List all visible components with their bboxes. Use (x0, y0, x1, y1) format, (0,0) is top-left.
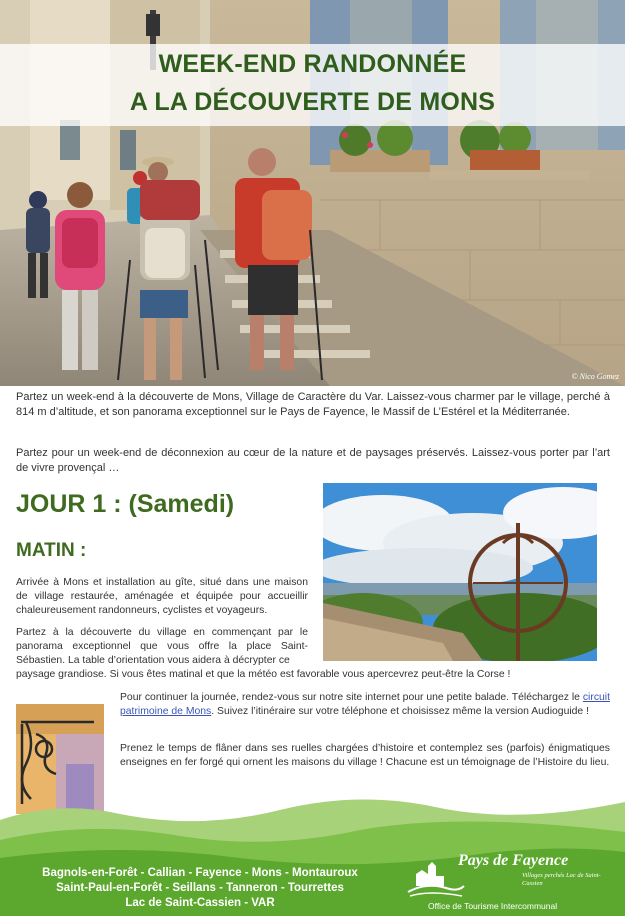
logo-name: Pays de Fayence (458, 852, 569, 869)
page-title-line-1: WEEK-END RANDONNÉE (158, 50, 467, 78)
pays-de-fayence-logo (406, 848, 606, 914)
page-title-line-2: A LA DÉCOUVERTE DE MONS (129, 88, 496, 116)
continue-text-end: . Suivez l’itinéraire sur votre téléphone et choisissez même la version Audioguide ! (211, 706, 589, 717)
villages-line-3: Lac de Saint-Cassien - VAR (125, 897, 275, 909)
morning-paragraph-2-continued: paysage grandiose. Si vous êtes matinal et que la météo est favorable vous apercevrez peut-être la Corse ! (16, 669, 511, 680)
intro-paragraph-1: Partez un week-end à la découverte de Mons, Village de Caractère du Var. Laissez-vous charmer par le village, perché à 814 m d’altitude, et son panorama exceptionnel sur le Pays de Fayence, le Massif de L’Estérel et la Méditerranée. (16, 391, 610, 418)
morning-paragraph-2: Partez à la découverte du village en commençant par le panorama exceptionnel que vous offre la place Saint-Sébastien. La table d’orientation vous aidera à décrypter ce (16, 627, 308, 666)
intro-paragraph-2: Partez pour un week-end de déconnexion au cœur de la nature et de paysages préservés. Laissez-vous porter par l’art de vivre provençal … (16, 447, 610, 474)
village-silhouette-icon (406, 852, 466, 900)
continue-text-start: Pour continuer la journée, rendez-vous sur notre site internet pour une petite balade. Téléchargez le (120, 692, 583, 703)
day1-heading: JOUR 1 : (Samedi) (16, 490, 235, 518)
villages-line-1: Bagnols-en-Forêt - Callian - Fayence - Mons - Montauroux (42, 867, 358, 879)
logo-tagline: Villages perchés Lac de Saint-Cassien (522, 872, 601, 887)
villages-line-2: Saint-Paul-en-Forêt - Seillans - Tanneron - Tourrettes (56, 882, 344, 894)
heritage-trail-link[interactable]: circuit patrimoine de Mons (120, 692, 610, 717)
morning-heading: MATIN : (16, 540, 87, 561)
photo-credit: © Nico Gomez (571, 372, 619, 381)
continue-paragraph (120, 691, 610, 719)
morning-paragraph-1: Arrivée à Mons et installation au gîte, situé dans une maison de village restaurée, aménagée et équipée pour accueillir chaleureusement randonneurs, cyclistes et voyageurs. (16, 577, 308, 616)
stroll-paragraph: Prenez le temps de flâner dans ses ruelles chargées d’histoire et contemplez ses (parfois) énigmatiques enseignes en fer forgé qui ornent les maisons du village ! Chacune est un témoignage de l’Histoire du lieu. (120, 743, 610, 768)
tourist-office-label: Office de Tourisme Intercommunal (428, 901, 558, 911)
villages-list (0, 866, 400, 911)
panorama-photo (323, 483, 597, 661)
